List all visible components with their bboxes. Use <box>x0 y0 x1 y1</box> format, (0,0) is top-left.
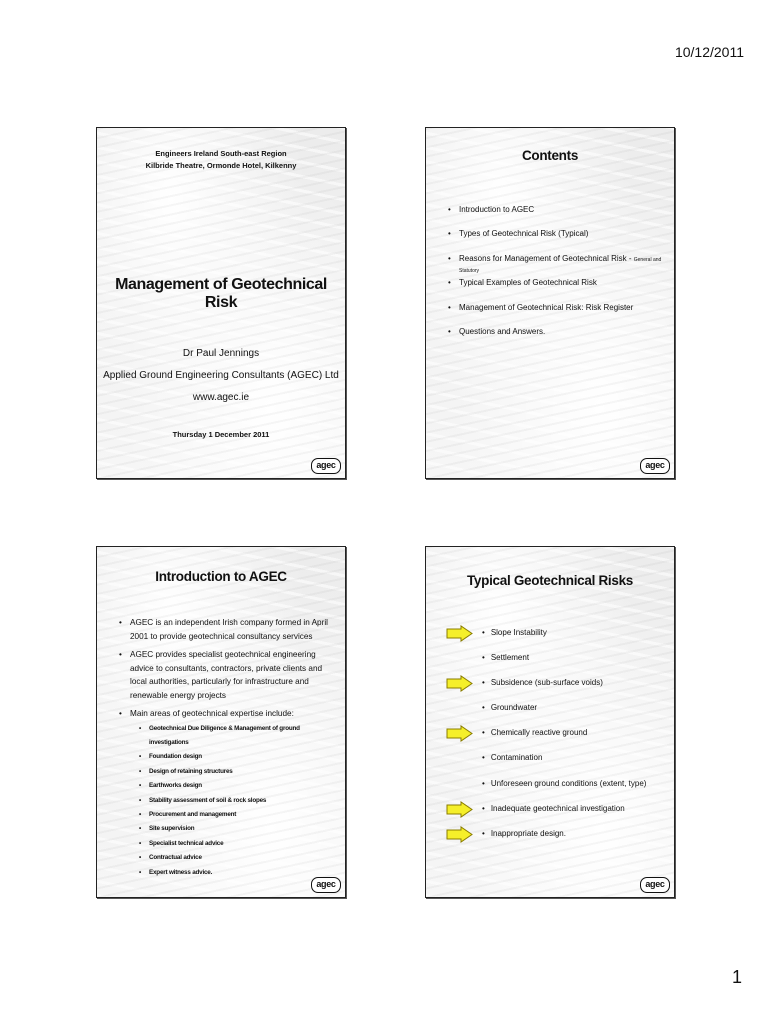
handout-date: 10/12/2011 <box>674 44 744 60</box>
slide-title: Typical Geotechnical Risks <box>466 573 634 588</box>
risk-text: • Unforeseen ground conditions (extent, type) <box>482 778 646 790</box>
risk-text: • Subsidence (sub-surface voids) <box>482 677 603 689</box>
list-item <box>448 254 668 278</box>
slide-title-page <box>96 127 346 479</box>
list-item <box>448 229 668 253</box>
slide-title: Introduction to AGEC <box>155 569 287 584</box>
list-item <box>426 675 674 700</box>
author-name: Dr Paul Jennings <box>182 348 260 359</box>
list-item-text: Management of Geotechnical Risk: Risk Register <box>459 302 634 312</box>
list-item: • Expert witness advice. <box>139 866 335 880</box>
list-item-text: Reasons for Management of Geotechnical Risk - <box>459 253 632 263</box>
slide-contents <box>425 127 675 479</box>
event-info <box>97 148 345 172</box>
page-number: 1 <box>731 967 742 987</box>
list-item <box>426 650 674 675</box>
highlight-arrow-icon <box>446 725 473 742</box>
list-item: • Contractual advice <box>139 851 335 865</box>
list-item: • Procurement and management <box>139 808 335 822</box>
slide-title: Contents <box>521 148 579 163</box>
contents-list <box>448 205 668 351</box>
list-item-note: General and Statutory <box>459 256 662 274</box>
risk-text: • Slope Instability <box>482 627 547 639</box>
company-website: www.agec.ie <box>192 392 250 403</box>
highlight-arrow-icon <box>446 801 473 818</box>
highlight-arrow-icon <box>446 826 473 843</box>
event-region: Engineers Ireland South-east Region <box>155 149 287 158</box>
risk-text: • Contamination <box>482 752 542 764</box>
agec-logo: agec <box>640 877 670 893</box>
list-item: • Design of retaining structures <box>139 765 335 779</box>
event-venue: Kilbride Theatre, Ormonde Hotel, Kilkenny <box>145 161 297 170</box>
expertise-list <box>139 722 335 880</box>
slide-typical-risks <box>425 546 675 898</box>
agec-logo: agec <box>640 458 670 474</box>
list-item-text: Types of Geotechnical Risk (Typical) <box>459 229 589 239</box>
risk-text: • Settlement <box>482 652 529 664</box>
highlight-arrow-icon <box>446 675 473 692</box>
highlight-arrow-icon <box>446 625 473 642</box>
intro-paragraph: • Main areas of geotechnical expertise include: <box>119 707 335 721</box>
risk-list <box>426 625 674 851</box>
list-item-text: Introduction to AGEC <box>459 205 535 214</box>
list-item-text: Questions and Answers. <box>459 326 546 336</box>
list-item <box>448 303 668 327</box>
list-item <box>426 826 674 851</box>
introduction-body <box>119 616 335 880</box>
list-item <box>448 327 668 351</box>
list-item: • Site supervision <box>139 822 335 836</box>
list-item <box>426 801 674 826</box>
list-item <box>448 205 668 229</box>
presentation-date: Thursday 1 December 2011 <box>172 430 270 439</box>
presentation-title: Management of Geotechnical Risk <box>115 276 327 311</box>
list-item: • Specialist technical advice <box>139 837 335 851</box>
risk-text: • Inappropriate design. <box>482 828 566 840</box>
intro-paragraph: • AGEC provides specialist geotechnical engineering advice to consultants, contractors, private clients and local authorities, particularly for infrastructure and renewable energy projects <box>119 648 335 702</box>
agec-logo: agec <box>311 877 341 893</box>
list-item-text: Typical Examples of Geotechnical Risk <box>459 278 597 288</box>
agec-logo: agec <box>311 458 341 474</box>
list-item <box>426 776 674 801</box>
author-block <box>97 343 345 409</box>
list-item <box>426 625 674 650</box>
list-item: • Foundation design <box>139 750 335 764</box>
slide-introduction <box>96 546 346 898</box>
risk-text: • Chemically reactive ground <box>482 727 587 739</box>
list-item <box>426 700 674 725</box>
list-item <box>426 725 674 750</box>
list-item: • Geotechnical Due Diligence & Management of ground investigations <box>139 722 335 751</box>
risk-text: • Groundwater <box>482 702 537 714</box>
list-item <box>448 278 668 302</box>
list-item <box>426 750 674 775</box>
list-item: • Stability assessment of soil & rock slopes <box>139 794 335 808</box>
intro-paragraph: • AGEC is an independent Irish company formed in April 2001 to provide geotechnical consultancy services <box>119 616 335 643</box>
list-item: • Earthworks design <box>139 779 335 793</box>
risk-text: • Inadequate geotechnical investigation <box>482 803 625 815</box>
author-company: Applied Ground Engineering Consultants (AGEC) Ltd <box>103 370 339 381</box>
